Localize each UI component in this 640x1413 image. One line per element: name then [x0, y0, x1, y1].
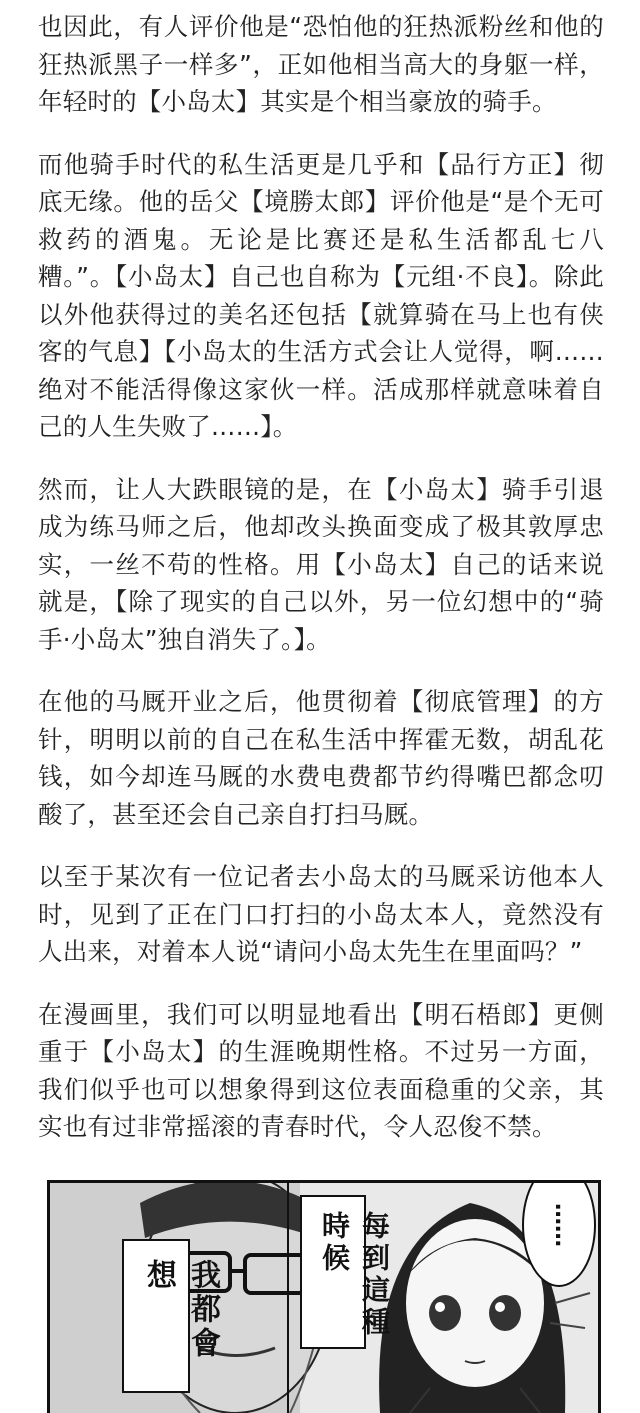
speech-bubble-center [300, 1195, 391, 1349]
paragraph-5: 以至于某次有一位记者去小岛太的马厩采访他本人时，见到了正在门口打扫的小岛太本人，竟然没有人出来，对着本人说“请问小岛太先生在里面吗？” [38, 862, 604, 966]
paragraph-3: 然而，让人大跌眼镜的是，在【小岛太】骑手引退成为练马师之后，他却改头换面变成了极其敦厚忠实，一丝不苟的性格。用【小岛太】自己的话来说就是，【除了现实的自己以外，另一位幻想中的“骑手·小岛太”独自消失了。】。 [38, 474, 604, 654]
paragraph-6: 在漫画里，我们可以明显地看出【明石梧郎】更侧重于【小岛太】的生涯晚期性格。不过另一方面，我们似乎也可以想象得到这位表面稳重的父亲，其实也有过非常摇滚的青春时代，令人忍俊不禁。 [38, 999, 604, 1141]
manga-panel [47, 1180, 601, 1413]
paragraph-1: 也因此，有人评价他是“恐怕他的狂热派粉丝和他的狂热派黑子一样多”，正如他相当高大的身躯一样，年轻时的【小岛太】其实是个相当豪放的骑手。 [38, 12, 604, 116]
article-body [38, 8, 604, 1171]
bubble-right-text: …… [550, 1203, 575, 1247]
speech-bubble-left [122, 1239, 220, 1393]
paragraph-4: 在他的马厩开业之后，他贯彻着【彻底管理】的方针，明明以前的自己在私生活中挥霍无数，胡乱花钱，如今却连马厩的水费电费都节约得嘴巴都念叨酸了，甚至还会自己亲自打扫马厩。 [38, 687, 604, 829]
paragraph-2: 而他骑手时代的私生活更是几乎和【品行方正】彻底无缘。他的岳父【境勝太郎】评价他是“是个无可救药的酒鬼。无论是比赛还是私生活都乱七八糟。”。【小岛太】自己也自称为【元组·不良】。除此以外他获得过的美名还包括【就算骑在马上也有侠客的气息】【小岛太的生活方式会让人觉得，啊……绝对不能活得像这家伙一样。活成那样就意味着自己的人生失败了……】。 [38, 149, 604, 441]
bubble-left-text: 我都會想 [141, 1259, 220, 1361]
bubble-center-text: 每到這種時候 [318, 1211, 391, 1339]
